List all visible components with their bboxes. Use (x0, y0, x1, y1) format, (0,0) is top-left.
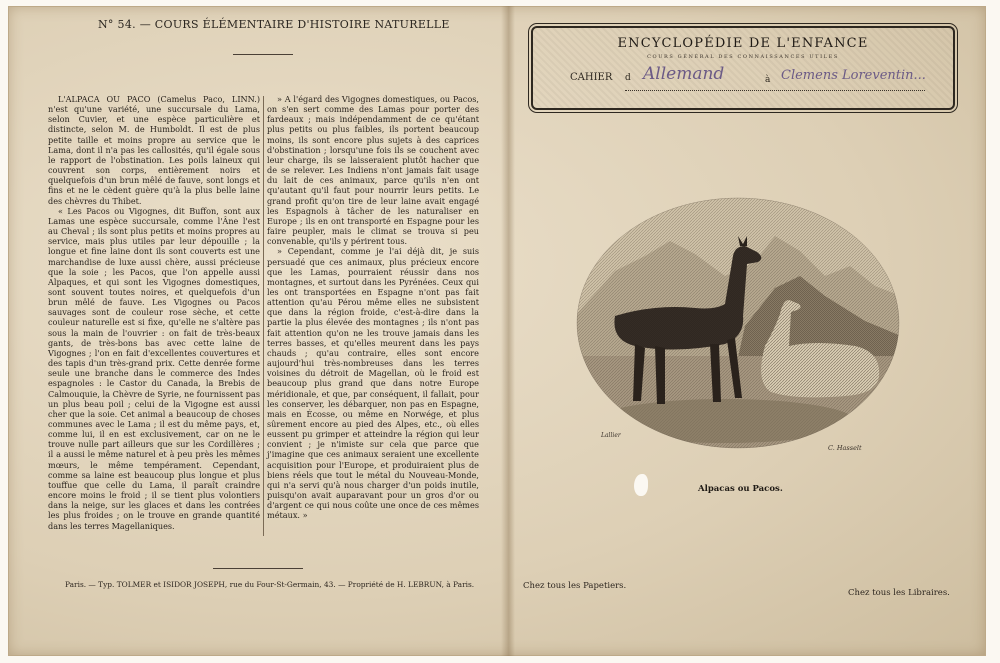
artist-signature-left: Lallier (601, 432, 621, 439)
cahier-d-label: d (625, 73, 631, 83)
center-fold (501, 6, 515, 656)
paragraph: « Les Pacos ou Vigognes, dit Buffon, sont aux Lamas une espèce succursale, comme l'Âne l'est au Cheval ; ils sont plus petits et moins propres au service, mais plus utiles par leur dépouille ; la longue et fine laine dont ils sont couverts est une marchandise de luxe aussi chère, aussi précieuse que la soie ; les Pacos, que l'on appelle aussi Alpaques, et qui sont les Vigognes domestiques, sont souvent toutes noires, et quelquefois d'un brun mêlé de fauve. Les Vigognes ou Pacos sauvages sont de couleur rose sèche, et cette couleur naturelle est si fixe, qu'elle ne s'altère pas sous la main de l'ouvrier : on fait de très-beaux gants, de très-bons bas avec cette laine de Vigognes ; l'on en fait d'excellentes couvertures et des tapis d'un très-grand prix. Cette denrée forme seule une branche dans le commerce des Indes espagnoles : le Castor du Canada, la Brebis de Calmouquie, la Chèvre de Syrie, ne fournissent pas un plus beau poil ; celui de la Vigogne est aussi cher que la soie. Cet animal a beaucoup de choses communes avec le Lama ; il est du même pays, et, comme lui, il en est exclusivement, car on ne le trouve nulle part ailleurs que sur les Cordillères ; il a aussi le même naturel et à peu près les mêmes mœurs, le même tempérament. Cependant, comme sa laine est beaucoup plus longue et plus touffue que celle du Lama, il paraît craindre encore moins le froid ; il se tient plus volontiers dans la neige, sur les glaces et dans les contrées les plus froides ; on le trouve en grande quantité dans les terres Magellaniques. (48, 205, 260, 531)
text-column-left (48, 94, 260, 531)
cahier-a-label: à (765, 75, 771, 85)
illustration-caption: Alpacas ou Pacos. (698, 484, 783, 494)
paper-tear (634, 474, 648, 496)
cahier-label: CAHIER (570, 72, 613, 83)
encyclopedia-title: ENCYCLOPÉDIE DE L'ENFANCE (617, 36, 869, 51)
header-rule (233, 54, 293, 55)
paragraph: L'ALPACA OU PACO (Camelus Paco, LINN.) n'est qu'une variété, une succursale du Lama, selon Cuvier, et une espèce particulière et distincte, selon M. de Humboldt. Il est de plus petite taille et moins propre au service que le Lama, dont il n'a pas les callosités, qu'il égale sous le rapport de l'obstination. Les poils laineux qui couvrent son corps, entièrement noirs et quelquefois d'un brun mêlé de fauve, sont longs et fins et ne le cèdent guère qu'à la plus belle laine des chèvres du Thibet. (48, 94, 260, 206)
column-divider (263, 96, 264, 536)
imprint-rule (213, 568, 303, 569)
document-sheet (8, 6, 986, 656)
alpacas-engraving (575, 196, 901, 450)
cover-cartouche (531, 26, 955, 110)
printer-imprint: Paris. — Typ. TOLMER et ISIDOR JOSEPH, rue du Four-St-Germain, 43. — Propriété de H. LEBRUN, à Paris. (65, 580, 475, 589)
handwritten-subject: Allemand (643, 64, 725, 84)
handwritten-owner: Clemens Loreventin... (781, 68, 926, 83)
paragraph: » A l'égard des Vigognes domestiques, ou Pacos, on s'en sert comme des Lamas pour porter des fardeaux ; mais indépendamment de ce qu'étant plus petits ou plus faibles, ils portent beaucoup moins, ils sont encore plus sujets à des caprices d'obstination ; lorsqu'une fois ils se couchent avec leur charge, ils se laisseraient plutôt hacher que de se relever. Les Indiens n'ont jamais fait usage du lait de ces animaux, parce qu'ils n'en ont qu'autant qu'il faut pour nourrir leurs petits. Le grand profit qu'on tire de leur laine avait engagé les Espagnols à tâcher de les naturaliser en Europe ; ils en ont transporté en Espagne pour les faire peupler, mais le climat se trouva si peu convenable, qu'ils y périrent tous. (267, 94, 479, 247)
text-column-right (267, 94, 479, 521)
artist-signature-right: C. Hasselt (828, 444, 862, 452)
page-header: N° 54. — COURS ÉLÉMENTAIRE D'HISTOIRE NATURELLE (98, 18, 450, 31)
encyclopedia-subtitle: COURS GÉNÉRAL DES CONNAISSANCES UTILES (647, 54, 839, 60)
paragraph: » Cependant, comme je l'ai déjà dit, je suis persuadé que ces animaux, plus précieux encore que les Lamas, pourraient réussir dans nos montagnes, et surtout dans les Pyrénées. Ceux qui les ont transportées en Espagne n'ont pas fait attention qu'au Pérou même elles ne subsistent que dans la région froide, c'est-à-dire dans la partie la plus élevée des montagnes ; ils n'ont pas fait attention qu'on ne les trouve jamais dans les terres basses, et qu'elles meurent dans les pays chauds ; qu'au contraire, elles sont encore aujourd'hui très-nombreuses dans les terres voisines du détroit de Magellan, où le froid est beaucoup plus grand que dans notre Europe méridionale, et que, par conséquent, il fallait, pour les conserver, les débarquer, non pas en Espagne, mais en Écosse, ou même en Norwége, et plus sûrement encore au pied des Alpes, etc., où elles eussent pu grimper et atteindre la région qui leur convient ; je n'imiste sur cela que parce que j'imagine que ces animaux seraient une excellente acquisition pour l'Europe, et produiraient plus de biens réels que tout le métal du Nouveau-Monde, qui n'a servi qu'à nous charger d'un poids inutile, puisqu'on avait auparavant pour un gros d'or ou d'argent ce qui nous coûte une once de ces mêmes métaux. » (267, 246, 479, 521)
fill-in-dotted-line (625, 90, 925, 91)
footer-libraires: Chez tous les Libraires. (848, 588, 950, 598)
footer-papetiers: Chez tous les Papetiers. (523, 581, 627, 591)
